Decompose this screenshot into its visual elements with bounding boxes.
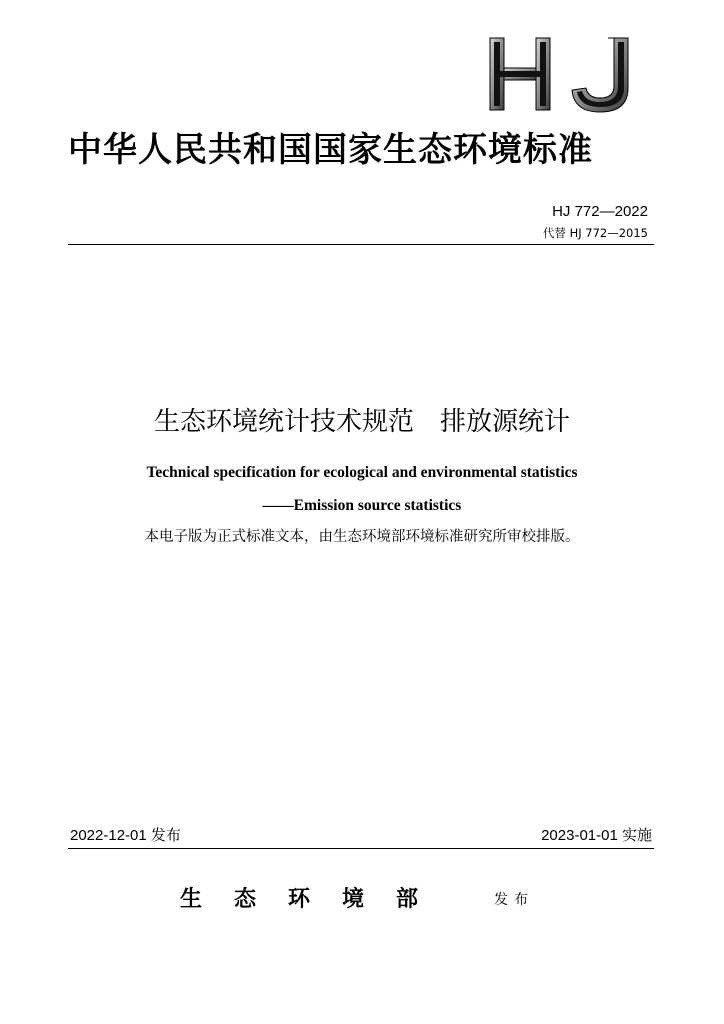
issue-date: 2022-12-01 发布 (70, 827, 181, 844)
org-title: 中华人民共和国国家生态环境标准 (68, 130, 593, 170)
hj-logo-icon (488, 34, 634, 114)
document-title-en-line2: ——Emission source statistics (262, 497, 462, 514)
header-divider (68, 244, 654, 245)
document-title-cn: 生态环境统计技术规范 排放源统计 (153, 407, 570, 437)
standard-number: HJ 772—2022 (552, 203, 648, 220)
issuer-suffix: 发布 (494, 892, 534, 908)
issuer-name: 生态环境部 (180, 886, 451, 912)
replaces-standard: 代替 HJ 772—2015 (542, 226, 648, 240)
edition-note: 本电子版为正式标准文本，由生态环境部环境标准研究所审校排版。 (144, 529, 580, 545)
footer-divider (68, 848, 654, 849)
document-title-en-line1: Technical specification for ecological and environmental statistics (146, 464, 578, 481)
implementation-date: 2023-01-01 实施 (541, 827, 652, 844)
